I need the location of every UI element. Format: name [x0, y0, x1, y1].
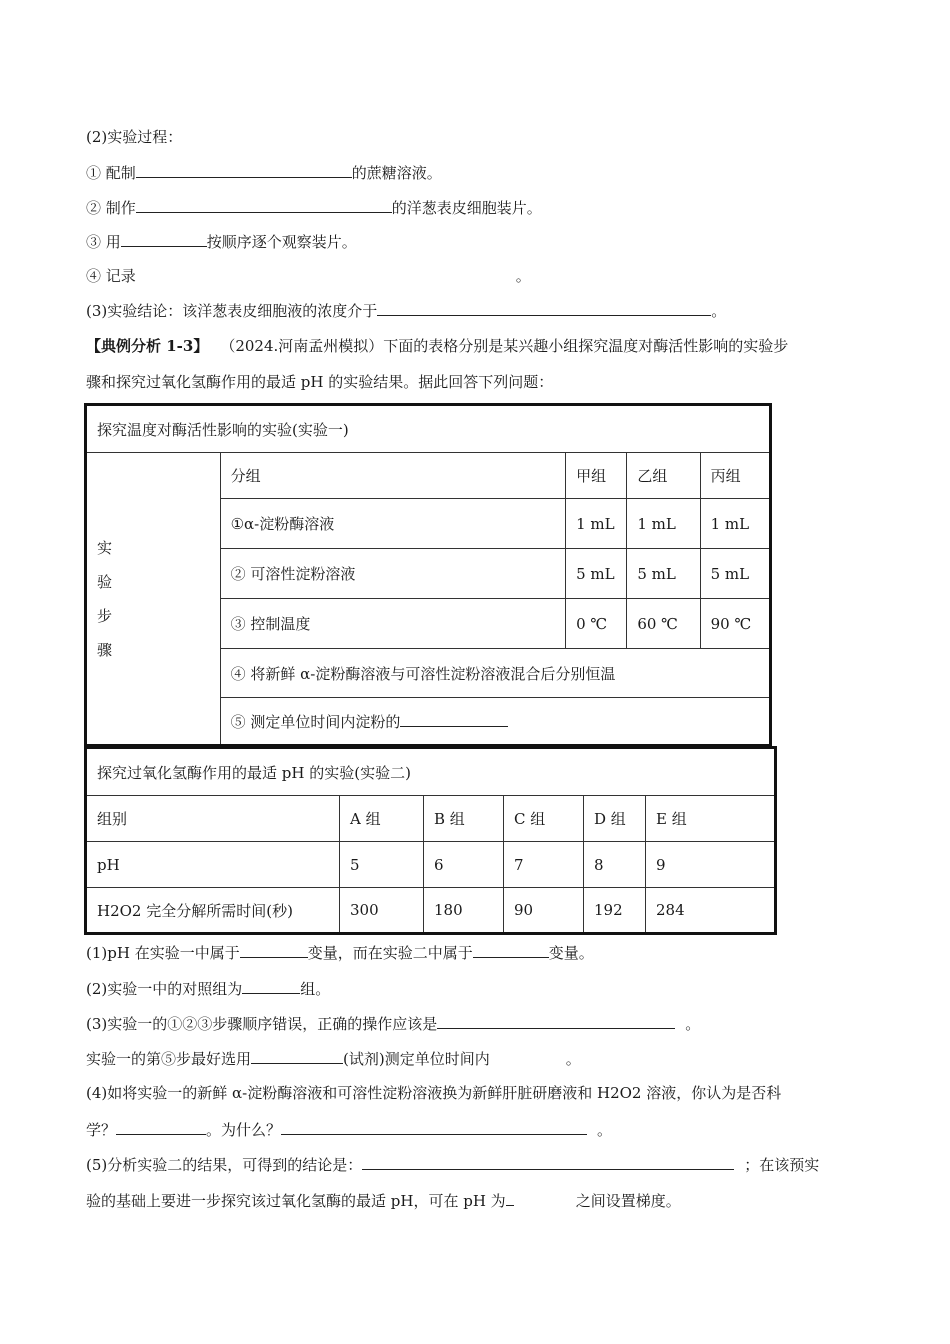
example-intro-line-2: 骤和探究过氧化氢酶作用的最适 pH 的实验结果。据此回答下列问题：: [86, 373, 554, 391]
answer-blank[interactable]: [136, 162, 352, 178]
table-header-cell: 甲组: [566, 453, 627, 499]
table-header-cell: 分组: [220, 453, 565, 499]
table-row: 组别 A 组 B 组 C 组 D 组 E 组: [86, 796, 776, 842]
answer-blank[interactable]: [251, 1048, 343, 1064]
table-header-cell: 乙组: [627, 453, 700, 499]
answer-blank[interactable]: [400, 711, 508, 727]
answer-blank[interactable]: [362, 1154, 734, 1170]
example-intro-line-1: 【典例分析 1-3】 （2024.河南孟州模拟）下面的表格分别是某兴趣小组探究温度对酶活性影响的实验步: [86, 337, 789, 355]
table-row: ④ 将新鲜 α-淀粉酶溶液与可溶性淀粉溶液混合后分别恒温: [86, 649, 771, 698]
table-row: pH 5 6 7 8 9: [86, 842, 776, 888]
experiment-2-table: [84, 746, 777, 935]
table-row: H2O2 完全分解所需时间(秒) 300 180 90 192 284: [86, 888, 776, 934]
process-step-4: ④ 记录 。: [86, 267, 531, 285]
table-header-cell: 丙组: [700, 453, 770, 499]
table-row: ③ 控制温度 0 ℃ 60 ℃ 90 ℃: [86, 599, 771, 649]
question-5-line-1: (5)分析实验二的结果，可得到的结论是： ；在该预实: [86, 1156, 820, 1174]
process-step-3: ③ 用 按顺序逐个观察装片。: [86, 233, 357, 251]
table-row: ①α-淀粉酶溶液 1 mL 1 mL 1 mL: [86, 499, 771, 549]
example-tag: 【典例分析 1-3】: [86, 337, 209, 355]
answer-blank[interactable]: [121, 231, 207, 247]
table-row: ② 可溶性淀粉溶液 5 mL 5 mL 5 mL: [86, 549, 771, 599]
question-1: (1)pH 在实验一中属于 变量，而在实验二中属于 变量。: [86, 944, 594, 962]
answer-blank[interactable]: [116, 1119, 206, 1135]
question-5-line-2: 验的基础上要进一步探究该过氧化氢酶的最适 pH，可在 pH 为 之间设置梯度。: [86, 1192, 681, 1210]
answer-blank[interactable]: [136, 197, 392, 213]
process-heading: (2)实验过程：: [86, 128, 183, 146]
question-3-continued: 实验一的第⑤步最好选用 (试剂)测定单位时间内 。: [86, 1050, 581, 1068]
answer-blank[interactable]: [437, 1013, 675, 1029]
question-3: (3)实验一的①②③步骤顺序错误，正确的操作应该是 。: [86, 1015, 701, 1033]
answer-blank[interactable]: [240, 942, 308, 958]
process-step-2: ② 制作 的洋葱表皮细胞装片。: [86, 199, 542, 217]
question-4-line-2: 学？ 。为什么？ 。: [86, 1121, 613, 1139]
conclusion: (3)实验结论：该洋葱表皮细胞液的浓度介于 。: [86, 302, 727, 320]
experiment-steps-label: 实 验 步 骤: [86, 453, 221, 746]
answer-blank[interactable]: [473, 942, 549, 958]
process-step-1: ① 配制 的蔗糖溶液。: [86, 164, 442, 182]
question-2: (2)实验一中的对照组为 组。: [86, 980, 331, 998]
question-4-line-1: (4)如将实验一的新鲜 α-淀粉酶溶液和可溶性淀粉溶液换为新鲜肝脏研磨液和 H2O2 溶液，你认为是否科: [86, 1084, 782, 1102]
table-row: ⑤ 测定单位时间内淀粉的: [86, 698, 771, 746]
experiment-2-title: 探究过氧化氢酶作用的最适 pH 的实验(实验二): [86, 748, 776, 796]
experiment-1-table: [84, 403, 772, 747]
answer-blank[interactable]: [506, 1190, 514, 1206]
answer-blank[interactable]: [281, 1119, 587, 1135]
answer-blank[interactable]: [377, 300, 711, 316]
experiment-1-title: 探究温度对酶活性影响的实验(实验一): [86, 405, 771, 453]
answer-blank[interactable]: [242, 978, 300, 994]
